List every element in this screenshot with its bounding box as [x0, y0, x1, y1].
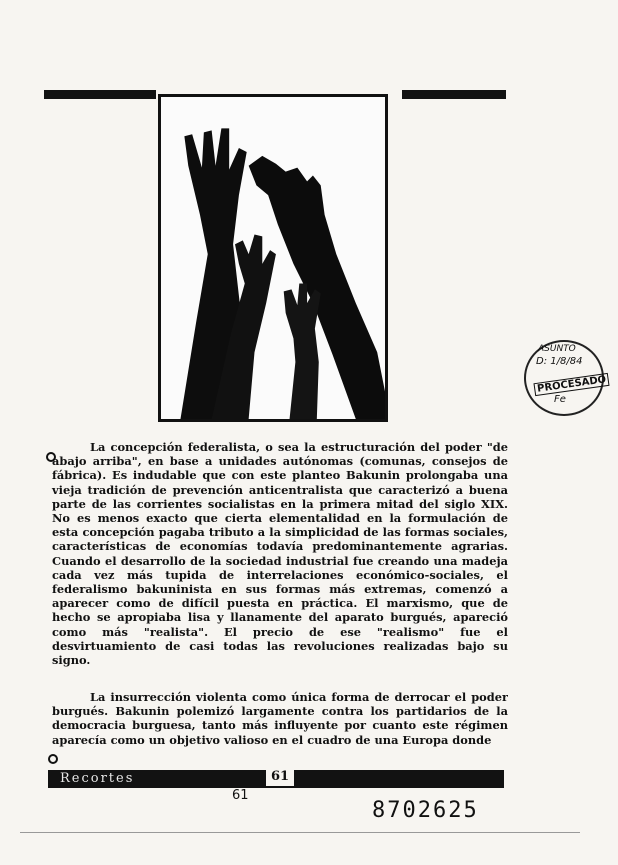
- raised-hands-illustration: [161, 97, 385, 419]
- stamp-line-3: PROCESADO: [533, 373, 610, 396]
- archive-number: 8702625: [372, 798, 479, 823]
- stamp-line-4: Fe: [554, 394, 566, 405]
- raised-hands-photo: [158, 94, 388, 422]
- processed-stamp: [524, 340, 607, 416]
- bottom-divider: [20, 832, 580, 833]
- article-paragraph-2: [52, 690, 508, 758]
- paragraph-2-body: Bakunin polemizó largamente contra los partidarios de la democracia burguesa, tanto más influyente por cuanto este régimen aparecía como un objetivo valioso en el cuadro de una Europa donde: [52, 704, 508, 747]
- section-label: Recortes: [60, 771, 135, 786]
- handwritten-page-number: 61: [232, 788, 249, 803]
- stamp-line-1: ASUNTO: [538, 344, 576, 354]
- paragraph-2-lead: La insurrección violenta como única forma de derrocar el poder burgués.: [52, 690, 508, 719]
- article-paragraph-1: [52, 440, 508, 667]
- top-rule-right: [402, 90, 506, 99]
- paragraph-1-body: Es indudable que con este planteo Bakunin prolongaba una vieja tradición de prevención anticentralista que caracterizó a buena parte de las corrientes socialistas en la primera mitad del siglo XIX. No es menos exacto que cierta elementalidad en la formulación de esta concepción pagaba tributo a la simplicidad de las formas sociales, características de economías todavía predominantemente agrarias. Cuando el desarrollo de la sociedad industrial fue creando una madeja cada vez más tupida de interrelaciones económico-sociales, el federalismo bakuninista en sus formas más extremas, comenzó a aparecer como de difícil puesta en práctica. El marxismo, que de hecho se apropiaba lisa y llanamente del aparato burgués, apareció como más "realista". El precio de ese "realismo" fue el desvirtuamiento de casi todas las revoluciones realizadas bajo su signo.: [52, 468, 508, 668]
- paragraph-1-lead: La concepción federalista, o sea la estructuración del poder "de abajo arriba", en base a unidades autónomas (comunas, consejos de fábrica).: [52, 440, 508, 483]
- page-number: 61: [266, 768, 294, 786]
- stamp-line-2: D: 1/8/84: [536, 356, 583, 367]
- top-rule-left: [44, 90, 156, 99]
